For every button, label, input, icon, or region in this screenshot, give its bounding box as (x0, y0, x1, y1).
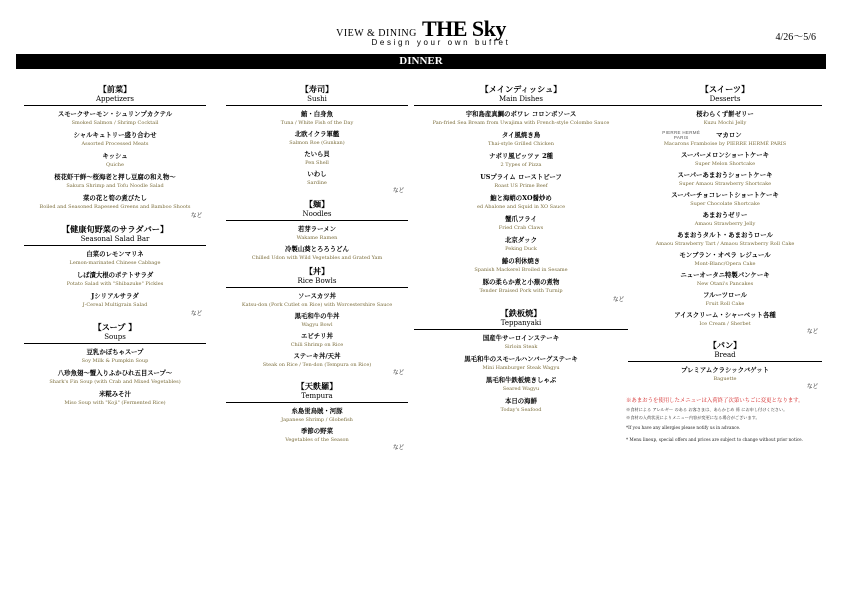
menu-section (412, 84, 630, 304)
section-title-jp: 【パン】 (708, 340, 742, 350)
section-title-jp: 【前菜】 (98, 84, 132, 94)
item-name-jp: 米糀みそ汁 (99, 390, 131, 398)
section-title-en: Teppanyaki (414, 319, 628, 330)
menu-item (224, 352, 410, 369)
item-name-en: Japanese Shrimp / Globefish (281, 417, 353, 423)
section-title-jp: 【天麩羅】 (296, 381, 338, 391)
menu-section (22, 224, 208, 318)
section-title-en: Appetizers (24, 95, 206, 106)
item-name-jp: ソースカツ丼 (297, 292, 337, 300)
menu-column-1 (22, 84, 208, 411)
menu-item (412, 194, 630, 211)
item-name-en: Pan-fried Sea Bream from Uwajima with French-style Colombo Sauce (432, 120, 610, 126)
item-name-jp: 鰆の利休焼き (501, 257, 541, 265)
section-title-en: Noodles (226, 210, 408, 221)
item-name-jp: あまおうゼリー (702, 211, 748, 219)
section-title-en: Soups (24, 333, 206, 344)
etc-label: など (190, 311, 202, 317)
item-name-en: Chilled Udon with Wild Vegetables and Grated Yam (251, 255, 383, 261)
item-name-en: Salmon Roe (Gunkan) (289, 140, 345, 146)
menu-section (626, 340, 824, 391)
item-name-jp: 鮪・白身魚 (301, 110, 333, 118)
section-title-en: Seasonal Salad Bar (24, 235, 206, 246)
etc-label: など (806, 329, 818, 335)
item-name-en: Super Amaou Strawberry Shortcake (678, 181, 772, 187)
brand-big-text: THE Sky (421, 16, 506, 41)
item-name-jp: 季節の野菜 (301, 427, 333, 435)
item-name-en: Chili Shrimp on Rice (290, 342, 344, 348)
item-name-en: Vegetables of the Season (285, 437, 349, 443)
logo-row (626, 130, 824, 140)
item-name-en: Fried Crab Claws (498, 225, 544, 231)
menu-item (626, 171, 824, 188)
item-name-en: Kuzu Mochi Jelly (703, 120, 747, 126)
item-name-jp: 黒毛和牛のスモールハンバーグステーキ (464, 355, 578, 363)
section-title-en: Bread (628, 351, 822, 362)
item-name-en: Boiled and Seasoned Rapeseed Greens and Bamboo Shoots (39, 204, 191, 210)
menu-item (626, 366, 824, 383)
etc-label: など (190, 213, 202, 219)
item-name-en: Seared Wagyu (502, 386, 540, 392)
item-name-jp: ニューオータニ特製パンケーキ (680, 271, 770, 279)
pierre-herme-logo (662, 130, 700, 140)
menu-item (22, 110, 208, 127)
item-name-jp: 豚の柔らか煮と小蕪の煮物 (482, 278, 560, 286)
item-name-en: J-Cereal Multigrain Salad (82, 302, 148, 308)
menu-item (22, 250, 208, 267)
item-name-jp: マカロン (716, 130, 742, 139)
item-name-jp: 白菜のレモンマリネ (86, 250, 144, 258)
section-title-jp: 【スイーツ】 (700, 84, 750, 94)
item-name-en: 2 Types of Pizza (500, 162, 542, 168)
menu-item (22, 348, 208, 365)
item-name-jp: 黒毛和牛鉄板焼きしゃぶ (485, 376, 557, 384)
menu-change-note-en: * Menu lineup, special offers and prices are subject to change without prior notice. (626, 437, 803, 442)
item-name-en: Sirloin Steak (504, 344, 538, 350)
menu-section (224, 199, 410, 262)
etc-label: など (392, 370, 404, 376)
strawberry-note: ※あまおうを使用したメニューは入荷終了次第いちごに変更となります。 (626, 398, 804, 404)
menu-item (224, 110, 410, 127)
item-name-jp: 北京ダック (505, 236, 537, 244)
item-name-jp: キッシュ (102, 152, 128, 160)
item-name-jp: 菜の花と筍の煮びたし (83, 194, 147, 202)
item-name-jp: しば漬大根のポテトサラダ (76, 271, 154, 279)
item-name-jp: 北欧イクラ軍艦 (294, 130, 340, 138)
section-title-jp: 【健康旬野菜のサラダバー】 (61, 224, 169, 234)
menu-item (224, 150, 410, 167)
logo-line-1: PIERRE HERMÉ (662, 130, 701, 135)
section-title-jp: 【スープ 】 (93, 322, 137, 332)
menu-section (22, 322, 208, 407)
item-name-en: ed Abalone and Squid in XO Sauce (476, 204, 566, 210)
etc-label: など (612, 297, 624, 303)
menu-item (22, 390, 208, 407)
item-name-jp: 蟹爪フライ (505, 215, 537, 223)
section-title-en: Rice Bowls (226, 277, 408, 288)
menu-item (22, 271, 208, 288)
menu-item (626, 231, 824, 248)
item-name-en: Mini Hamburger Steak Wagyu (482, 365, 560, 371)
menu-item (626, 110, 824, 127)
menu-item (224, 225, 410, 242)
menu-item (224, 427, 410, 444)
allergy-note-en: *If you have any allergies please notify us in advance. (626, 425, 741, 430)
item-name-en: Baguette (713, 376, 737, 382)
date-range: 4/26～5/6 (775, 32, 816, 43)
item-name-en: Macarons Framboise by PIERRE HERMÉ PARIS (663, 141, 787, 147)
brand-small-text: VIEW & DINING (336, 28, 417, 39)
section-title-jp: 【鉄板焼】 (500, 308, 542, 318)
item-name-en: Soy Milk & Pumpkin Soup (81, 358, 149, 364)
item-name-jp: 桜わらくず餅ゼリー (696, 110, 754, 118)
menu-item (412, 110, 630, 127)
item-name-jp: アイスクリーム・シャーベット各種 (674, 311, 776, 319)
item-name-jp: フルーツロール (702, 291, 748, 299)
section-title-en: Sushi (226, 95, 408, 106)
item-name-en: Mont-Blanc/Opera Cake (694, 261, 756, 267)
menu-section (412, 308, 630, 414)
item-name-en: Super Chocolate Shortcake (690, 201, 760, 207)
item-name-jp: 本日の海鮮 (505, 397, 537, 405)
item-name-en: Lemon-marinated Chinese Cabbage (69, 260, 161, 266)
item-name-en: Amaou Strawberry Tart / Amaou Strawberry Roll Cake (655, 241, 795, 247)
menu-item (22, 194, 208, 211)
menu-item (224, 292, 410, 309)
section-title-en: Tempura (226, 392, 408, 403)
brand-tagline: Design your own buffet (371, 38, 511, 47)
menu-section (626, 84, 824, 336)
menu-item (412, 215, 630, 232)
menu-section (224, 84, 410, 195)
item-name-en: Thai-style Grilled Chicken (488, 141, 554, 147)
section-title-jp: 【麺】 (304, 199, 330, 209)
item-name-en: New Otani's Pancakes (696, 281, 754, 287)
etc-label: など (392, 188, 404, 194)
menu-item (224, 332, 410, 349)
menu-column-2 (224, 84, 410, 456)
meal-banner: DINNER (16, 54, 826, 69)
menu-item (224, 312, 410, 329)
item-name-en: Sakura Shrimp and Tofu Noodle Salad (66, 183, 164, 189)
menu-item (22, 369, 208, 386)
item-name-jp: スーパーチョコレートショートケーキ (671, 191, 779, 199)
menu-item (412, 376, 630, 393)
item-name-jp: 若芽ラーメン (297, 225, 337, 233)
item-name-jp: 国産牛サーロインステーキ (482, 334, 560, 342)
menu-item (626, 291, 824, 308)
menu-item (224, 170, 410, 187)
menu-item (626, 211, 824, 228)
item-name-jp: スーパーあまおうショートケーキ (677, 171, 773, 179)
section-title-en: Desserts (628, 95, 822, 106)
item-name-jp: 八珍魚翅～蟹入りふかひれ五目スープ～ (57, 369, 173, 377)
menu-item (412, 397, 630, 414)
item-name-jp: たいら貝 (304, 150, 330, 158)
menu-column-4 (626, 84, 824, 446)
section-title-jp: 【寿司】 (300, 84, 334, 94)
item-name-jp: ステーキ丼/天丼 (293, 352, 341, 360)
menu-section (224, 381, 410, 452)
menu-section (22, 84, 208, 220)
item-name-jp: シャルキュトリー盛り合わせ (73, 131, 157, 139)
menu-item (22, 292, 208, 309)
item-name-en: Potato Salad with "Shibazuke" Pickles (66, 281, 164, 287)
menu-item (412, 278, 630, 295)
menu-item (626, 130, 824, 148)
item-name-en: Quiche (106, 162, 124, 168)
item-name-jp: 豆乳かぼちゃスープ (86, 348, 144, 356)
item-name-en: Super Melon Shortcake (694, 161, 756, 167)
item-name-jp: あまおうタルト・あまおうロール (677, 231, 773, 239)
item-name-en: Roast US Prime Beef (494, 183, 548, 189)
menu-item (22, 131, 208, 148)
item-name-jp: 黒毛和牛の牛丼 (294, 312, 340, 320)
item-name-jp: エビチリ丼 (301, 332, 333, 340)
menu-item (224, 130, 410, 147)
item-name-jp: スーパーメロンショートケーキ (680, 151, 770, 159)
menu-item (626, 251, 824, 268)
item-name-en: Wagyu Bowl (301, 322, 333, 328)
item-name-en: Shark's Fin Soup (with Crab and Mixed Vegetables) (49, 379, 181, 385)
item-name-en: Wakame Ramen (296, 235, 338, 241)
menu-item (224, 245, 410, 262)
item-name-en: Spanish Mackerel Broiled in Sesame (474, 267, 568, 273)
menu-section (224, 266, 410, 377)
allergy-note-jp: ※食材による アレルギー のある お客さまは、あらかじめ 係 にお申し付けください。 (626, 407, 788, 412)
menu-item (224, 407, 410, 424)
item-name-en: Ice Cream / Sherbet (699, 321, 751, 327)
item-name-en: Miso Soup with "Koji" (Fermented Rice) (64, 400, 166, 406)
item-name-en: Fruit Roll Cake (705, 301, 745, 307)
item-name-en: Tender Braised Pork with Turnip (479, 288, 563, 294)
item-name-jp: 冷製山葵とろろうどん (285, 245, 349, 253)
menu-item (412, 257, 630, 274)
menu-item (626, 311, 824, 328)
menu-item (412, 355, 630, 372)
item-name-en: Assorted Processed Meats (81, 141, 149, 147)
menu-item (412, 173, 630, 190)
item-name-jp: 宇和島産真鯛のポワレ コロンボソース (465, 110, 577, 118)
section-title-jp: 【メインディッシュ】 (480, 84, 562, 94)
item-name-jp: USプライム ローストビーフ (480, 173, 562, 181)
section-title-en: Main Dishes (414, 95, 628, 106)
item-name-jp: 鮑と海蛸のXO醤炒め (490, 194, 552, 202)
menu-item (412, 334, 630, 351)
item-name-en: Peking Duck (505, 246, 537, 252)
logo-line-2: PARIS (673, 135, 689, 140)
menu-item (412, 131, 630, 148)
notes-block (626, 397, 824, 446)
menu-column-3 (412, 84, 630, 418)
item-name-jp: タイ風焼き鳥 (501, 131, 541, 139)
menu-item (626, 151, 824, 168)
item-name-en: Smoked Salmon / Shrimp Cocktail (71, 120, 159, 126)
item-name-en: Pen Shell (305, 160, 329, 166)
item-name-jp: 糸島蛍烏賊・河豚 (291, 407, 343, 415)
item-name-jp: モンブラン・オペラ レジュール (679, 251, 771, 259)
etc-label: など (392, 445, 404, 451)
menu-item (626, 271, 824, 288)
item-name-en: Amaou Strawberry Jelly (694, 221, 756, 227)
item-name-jp: Jシリアルサラダ (91, 292, 139, 300)
item-name-jp: プレミアムクラシックバゲット (681, 366, 769, 374)
section-title-jp: 【丼】 (304, 266, 330, 276)
menu-item (412, 152, 630, 169)
item-name-en: Tuna / White Fish of the Day (280, 120, 354, 126)
menu-change-note-jp: ※食材の入荷状況によりメニュー内容が変更になる場合がございます。 (626, 415, 760, 420)
item-name-en: Katsu-don (Pork Cutlet on Rice) with Worcestershire Sauce (241, 302, 393, 308)
item-name-jp: 桜花虾干鲜～桜海老と押し豆腐の和え物～ (54, 173, 176, 181)
item-name-jp: スモークサーモン・シュリンプカクテル (57, 110, 173, 118)
item-name-jp: いわし (307, 170, 327, 178)
item-name-en: Steak on Rice / Ten-don (Tempura on Rice) (262, 362, 372, 368)
menu-item (412, 236, 630, 253)
etc-label: など (806, 384, 818, 390)
item-name-en: Today's Seafood (500, 407, 542, 413)
item-name-en: Sardine (307, 180, 327, 186)
menu-item (626, 191, 824, 208)
item-name-jp: ナポリ風ピッツァ 2種 (489, 152, 553, 160)
menu-item (22, 173, 208, 190)
menu-item (22, 152, 208, 169)
